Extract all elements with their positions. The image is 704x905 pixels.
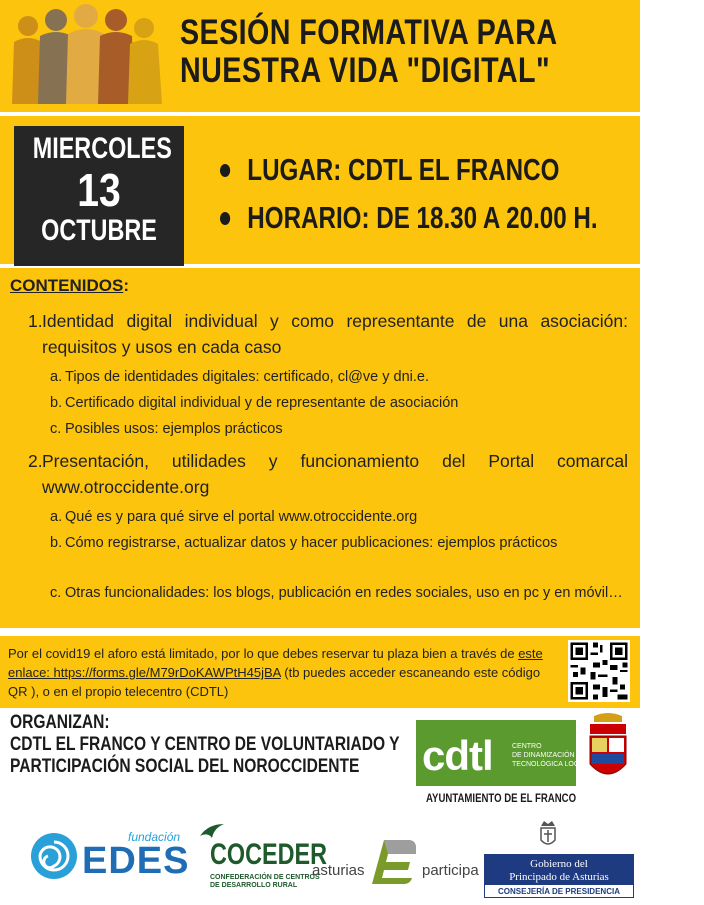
detail-place (220, 146, 598, 194)
sub-list-item (50, 532, 628, 555)
coceder-sub-line-1: CONFEDERACIÓN DE CENTROS (210, 874, 320, 881)
event-details (220, 146, 704, 242)
edes-spiral-icon (30, 832, 78, 880)
coceder-logo-text: COCEDER (210, 838, 328, 871)
sub-item-letter: c. (50, 421, 62, 437)
sub-list-item (50, 418, 628, 441)
sub-item-letter: b. (50, 535, 63, 551)
people-group-icon (6, 4, 166, 108)
reservation-section (0, 636, 640, 708)
sub-list-item (50, 392, 628, 415)
item-text: Identidad digital individual y como representante de una asociación: requisitos y usos en cada caso (42, 311, 628, 357)
coat-of-arms-icon (584, 712, 632, 786)
bullet-dot-icon (220, 212, 230, 225)
event-info-panel (0, 112, 640, 268)
date-month: OCTUBRE (41, 214, 157, 247)
edes-logo-text: EDES (82, 840, 190, 882)
item-number: 1. (28, 311, 43, 331)
item-number: 2. (28, 451, 43, 471)
title-line-2: NUESTRA VIDA "DIGITAL" (180, 51, 550, 90)
cdtl-logo-sub1: CENTRO (512, 743, 542, 750)
sub-item-letter: a. (50, 369, 63, 385)
reservation-text (8, 644, 560, 701)
sub-list-item (50, 506, 628, 529)
date-weekday: MIERCOLES (32, 132, 172, 165)
contents-section (0, 268, 640, 632)
gobierno-line-1: Gobierno del (530, 858, 588, 870)
contents-title-colon: : (123, 276, 130, 295)
sub-item-text: Otras funcionalidades: los blogs, publicación en redes sociales, uso en pc y en móvil… (65, 585, 623, 601)
sub-item-text: Qué es y para qué sirve el portal www.otroccidente.org (65, 509, 418, 525)
asturias-text: asturias (312, 862, 365, 879)
sub-item-text: Certificado digital individual y de representante de asociación (65, 395, 459, 411)
coceder-subtitle (210, 874, 320, 890)
edes-fundacion-text: fundación (128, 830, 181, 844)
sub-item-letter: c. (50, 585, 62, 601)
coceder-sub-line-2: DE DESARROLLO RURAL (210, 882, 298, 889)
cdtl-logo-sub2: DE DINAMIZACIÓN (512, 752, 575, 759)
organizers-line-2: PARTICIPACIÓN SOCIAL DEL NOROCCIDENTE (10, 756, 360, 777)
header (0, 0, 640, 112)
list-item (28, 308, 628, 360)
asturias-crown-icon (538, 818, 558, 848)
sub-list-item (50, 582, 628, 605)
reservation-link[interactable]: este enlace: https://forms.gle/M79rDoKAWPtH45jBA (8, 646, 543, 680)
sub-item-letter: a. (50, 509, 63, 525)
date-box (14, 126, 184, 266)
sub-item-text: Tipos de identidades digitales: certificado, cl@ve y dni.e. (65, 369, 429, 385)
reservation-text-before: Por el covid19 el aforo está limitado, por lo que debes reservar tu plaza bien a través de (8, 646, 519, 661)
detail-schedule (220, 194, 598, 242)
reservation-text-after: (tb puedes acceder escaneando este código QR ), o en el propio telecentro (CDTL) (8, 665, 541, 699)
contents-title-text: CONTENIDOS (10, 276, 124, 295)
sub-list-item (50, 366, 628, 389)
participa-text: participa (422, 862, 479, 879)
organizers-line-1: CDTL EL FRANCO Y CENTRO DE VOLUNTARIADO Y (10, 734, 400, 755)
sub-item-text: Posibles usos: ejemplos prácticos (65, 421, 283, 437)
consejeria-label: CONSEJERÍA DE PRESIDENCIA (484, 884, 634, 898)
sub-item-text: Cómo registrarse, actualizar datos y hacer publicaciones: ejemplos prácticos (65, 535, 558, 551)
qr-code-icon[interactable] (568, 640, 630, 702)
list-item (28, 448, 628, 500)
asturias-participa-icon (364, 834, 420, 890)
page-title (180, 13, 558, 90)
title-line-1: SESIÓN FORMATIVA PARA (180, 13, 558, 52)
sub-item-letter: b. (50, 395, 63, 411)
gobierno-line-2: Principado de Asturias (509, 871, 609, 883)
schedule-text: HORARIO: DE 18.30 A 20.00 H. (247, 200, 598, 235)
date-day: 13 (77, 164, 121, 216)
contents-title (10, 276, 129, 296)
item-text: Presentación, utilidades y funcionamiento del Portal comarcal www.otroccidente.org (42, 451, 628, 497)
cdtl-logo-sub3: TECNOLÓGICA LOCAL (512, 761, 588, 768)
cdtl-logo-word: cdtl (422, 732, 493, 779)
cdtl-logo (416, 720, 588, 786)
ayuntamiento-label: AYUNTAMIENTO DE EL FRANCO (426, 791, 577, 805)
place-text: LUGAR: CDTL EL FRANCO (247, 152, 560, 187)
organizers (10, 712, 400, 778)
organizers-label: ORGANIZAN: (10, 712, 110, 733)
bullet-dot-icon (220, 164, 230, 177)
